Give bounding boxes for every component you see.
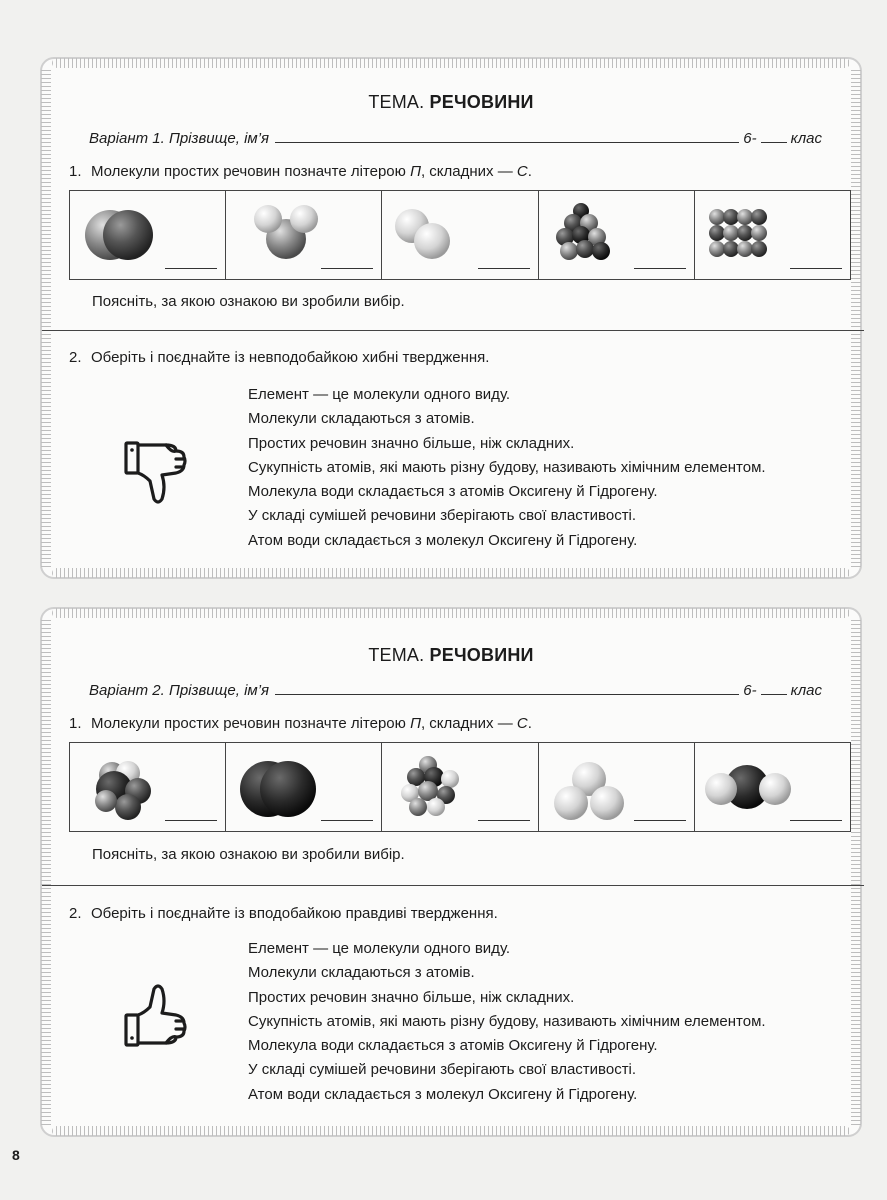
student-info-row [89,682,822,699]
task-text: Молекули простих речовин позначте літерою [91,163,411,180]
task-number: 2. [69,349,82,366]
topic-title [42,645,860,666]
task-text: , складних — [420,163,517,180]
task-text: . [527,163,532,180]
statement-item[interactable]: Молекули складаються з атомів. [248,964,475,982]
statement-item[interactable]: Простих речовин значно більше, ніж складних. [248,434,575,452]
task-text: , складних — [420,715,517,732]
task-text: Молекули простих речовин позначте літерою [91,715,411,732]
answer-blank[interactable] [165,820,217,821]
answer-blank[interactable] [790,268,842,269]
task-text: Оберіть і поєднайте із вподобайкою правдиві твердження. [91,905,498,922]
letter-c: С [516,163,528,180]
statement-item[interactable]: Молекули складаються з атомів. [248,410,475,428]
statement-item[interactable]: Молекула води складається з атомів Оксигену й Гідрогену. [248,483,658,501]
answer-blank[interactable] [478,268,530,269]
task-1-prompt [69,163,532,180]
class-field[interactable] [761,130,787,143]
statements-list [248,937,766,1107]
statement-item[interactable]: Сукупність атомів, які мають різну будову, називають хімічним елементом. [248,1012,766,1030]
statements-list [248,383,766,553]
molecule-cell [382,743,538,831]
class-field[interactable] [761,682,787,695]
molecule-cell [695,191,850,279]
statement-item[interactable]: Атом води складається з молекул Оксигену й Гідрогену. [248,531,638,549]
statement-item[interactable]: Сукупність атомів, які мають різну будову, називають хімічним елементом. [248,458,766,476]
statement-item[interactable]: У складі сумішей речовини зберігають свої властивості. [248,507,637,525]
variant-label: Варіант 1. Прізвище, ім’я [89,130,270,147]
task-number: 2. [69,905,82,922]
molecule-cell [539,743,695,831]
molecule-cell [226,191,382,279]
statement-item[interactable]: Простих речовин значно більше, ніж складних. [248,988,575,1006]
topic-prefix: ТЕМА. [368,645,425,665]
answer-line[interactable] [42,885,864,886]
statement-item[interactable]: У складі сумішей речовини зберігають свої властивості. [248,1061,637,1079]
student-info-row [89,130,822,147]
molecule-cell [70,191,226,279]
task-number: 1. [69,715,82,732]
answer-blank[interactable] [321,820,373,821]
class-label: клас [790,130,822,147]
molecule-table [69,190,851,280]
answer-blank[interactable] [790,820,842,821]
statement-item[interactable]: Молекула води складається з атомів Оксигену й Гідрогену. [248,1037,658,1055]
molecule-cell [382,191,538,279]
molecule-cell [539,191,695,279]
variant-label: Варіант 2. Прізвище, ім’я [89,682,270,699]
statement-item[interactable]: Елемент — це молекули одного виду. [248,386,511,403]
task-number: 1. [69,163,82,180]
topic-name: РЕЧОВИНИ [429,92,534,112]
task-1-prompt [69,715,532,732]
answer-blank[interactable] [634,268,686,269]
topic-title [42,92,860,113]
name-field[interactable] [275,682,739,695]
task-2-prompt [69,905,498,922]
topic-prefix: ТЕМА. [368,92,425,112]
answer-blank[interactable] [634,820,686,821]
task-2-prompt [69,349,489,366]
thumbs-down-icon [122,429,202,509]
answer-line[interactable] [42,330,864,331]
statement-item[interactable]: Атом води складається з молекул Оксигену й Гідрогену. [248,1085,638,1103]
statement-item[interactable]: Елемент — це молекули одного виду. [248,940,511,957]
letter-p: П [410,163,421,180]
molecule-cell [695,743,850,831]
answer-blank[interactable] [478,820,530,821]
page-number: 8 [12,1147,20,1163]
molecule-cell [226,743,382,831]
explain-prompt: Поясніть, за якою ознакою ви зробили вибір. [92,293,405,310]
letter-c: С [516,715,528,732]
molecule-cell [70,743,226,831]
name-field[interactable] [275,130,739,143]
answer-blank[interactable] [165,268,217,269]
thumbs-up-icon [122,979,202,1059]
class-label: клас [790,682,822,699]
letter-p: П [410,715,421,732]
class-prefix: 6- [743,130,757,147]
variant-2-card [40,607,862,1137]
task-text: . [527,715,532,732]
explain-prompt: Поясніть, за якою ознакою ви зробили вибір. [92,846,405,863]
answer-blank[interactable] [321,268,373,269]
variant-1-card [40,57,862,579]
task-text: Оберіть і поєднайте із невподобайкою хибні твердження. [91,349,490,366]
class-prefix: 6- [743,682,757,699]
topic-name: РЕЧОВИНИ [429,645,534,665]
molecule-table [69,742,851,832]
